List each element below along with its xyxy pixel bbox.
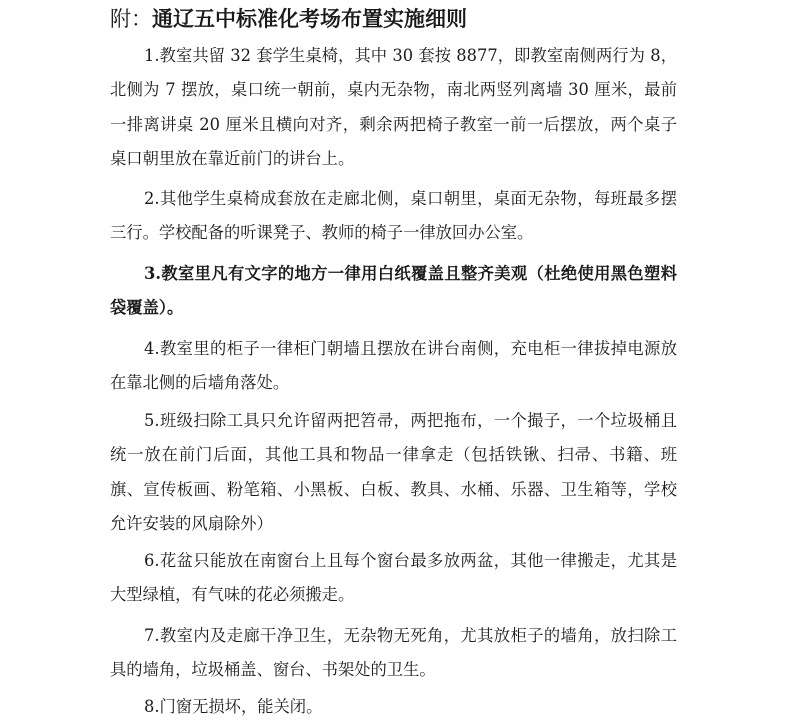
rule-paragraph-4: 4.教室里的柜子一律柜门朝墙且摆放在讲台南侧，充电柜一律拔掉电源放在靠北侧的后墙角落处。	[110, 339, 677, 393]
rule-paragraph-8: 8.门窗无损坏，能关闭。	[144, 697, 323, 716]
rule-paragraph-5: 5.班级扫除工具只允许留两把笤帚，两把拖布，一个撮子，一个垃圾桶且统一放在前门后面，其他工具和物品一律拿走（包括铁锹、扫帚、书籍、班旗、宣传板画、粉笔箱、小黑板、白板、教具、水桶、乐器、卫生箱等，学校允许安装的风扇除外）	[110, 411, 677, 533]
rule-paragraph-2: 2.其他学生桌椅成套放在走廊北侧，桌口朝里，桌面无杂物，每班最多摆三行。学校配备的听课凳子、教师的椅子一律放回办公室。	[110, 189, 677, 243]
rule-paragraph-6: 6.花盆只能放在南窗台上且每个窗台最多放两盆，其他一律搬走，尤其是大型绿植，有气味的花必须搬走。	[110, 551, 677, 605]
title-text: 通辽五中标准化考场布置实施细则	[152, 6, 467, 31]
rule-paragraph-7: 7.教室内及走廊干净卫生，无杂物无死角，尤其放柜子的墙角，放扫除工具的墙角，垃圾桶盖、窗台、书架处的卫生。	[110, 626, 677, 680]
rule-paragraph-3: 3.教室里凡有文字的地方一律用白纸覆盖且整齐美观（杜绝使用黑色塑料袋覆盖）。	[110, 264, 677, 318]
rule-paragraph-1: 1.教室共留 32 套学生桌椅，其中 30 套按 8877，即教室南侧两行为 8，北侧为 7 摆放，桌口统一朝前，桌内无杂物，南北两竖列离墙 30 厘米，最前一排离讲桌 20 厘米且横向对齐，剩余两把椅子教室一前一后摆放，两个桌子桌口朝里放在靠近前门的讲台上。	[110, 46, 677, 168]
title-prefix: 附：	[110, 7, 152, 31]
document-title	[110, 4, 467, 34]
